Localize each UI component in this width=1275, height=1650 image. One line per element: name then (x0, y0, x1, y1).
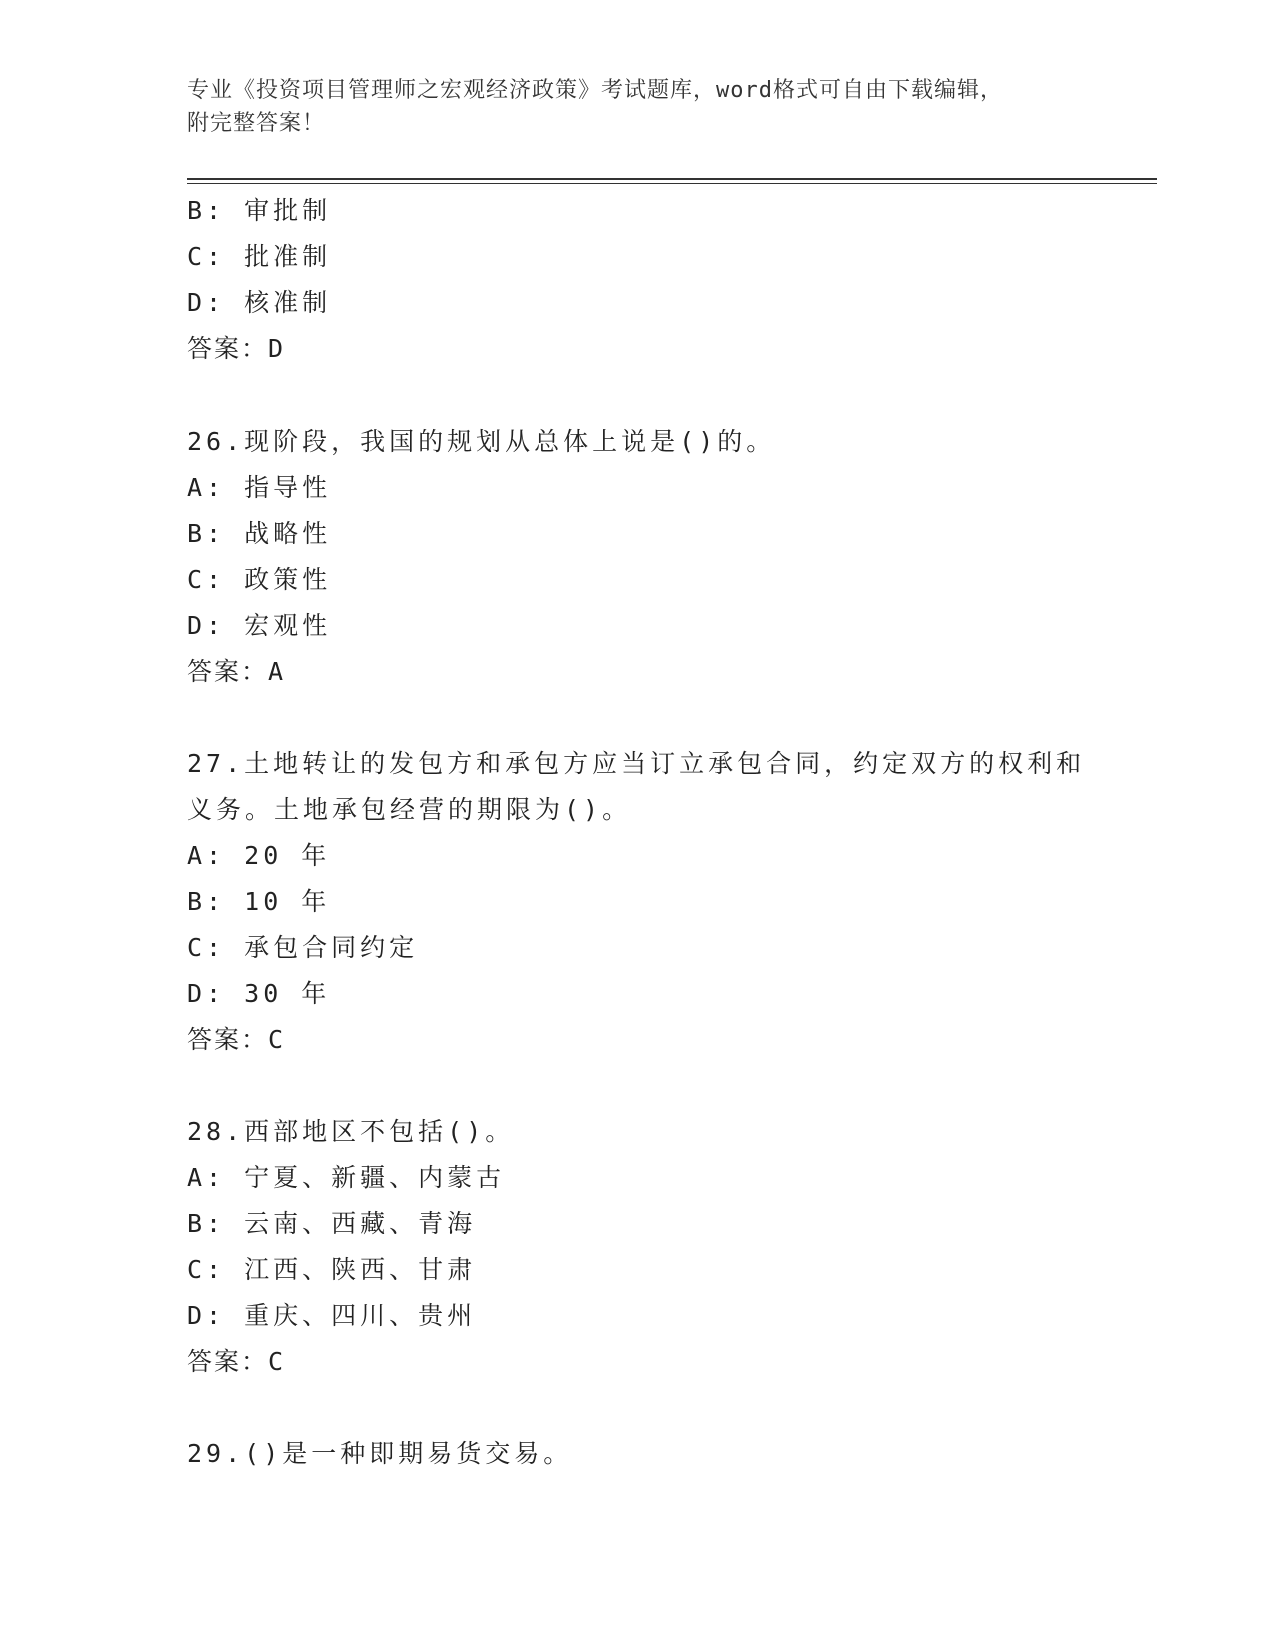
document-header (187, 74, 1107, 140)
header-divider (187, 178, 1157, 180)
answer: 答案：D (187, 334, 286, 363)
header-divider-thin (187, 183, 1157, 184)
option-d: D: 宏观性 (187, 611, 332, 640)
option-b: B: 10 年 (187, 887, 331, 916)
answer: 答案：C (187, 1347, 286, 1376)
option-d: D: 重庆、四川、贵州 (187, 1301, 477, 1330)
header-line-1: 专业《投资项目管理师之宏观经济政策》考试题库，word格式可自由下载编辑， (187, 78, 1003, 103)
option-d: D: 核准制 (187, 288, 332, 317)
option-b: B: 审批制 (187, 196, 332, 225)
answer: 答案：A (187, 657, 286, 686)
question-stem: 27.土地转让的发包方和承包方应当订立承包合同，约定双方的权利和 (187, 749, 1086, 778)
question-stem-continued: 义务。土地承包经营的期限为()。 (187, 795, 632, 824)
option-c: C: 批准制 (187, 242, 332, 271)
option-a: A: 宁夏、新疆、内蒙古 (187, 1163, 506, 1192)
question-stem: 28.西部地区不包括()。 (187, 1117, 515, 1146)
question-stem: 26.现阶段，我国的规划从总体上说是()的。 (187, 427, 776, 456)
option-a: A: 20 年 (187, 841, 331, 870)
answer: 答案：C (187, 1025, 286, 1054)
question-stem: 29.()是一种即期易货交易。 (187, 1439, 573, 1468)
option-d: D: 30 年 (187, 979, 331, 1008)
option-c: C: 政策性 (187, 565, 332, 594)
option-b: B: 云南、西藏、青海 (187, 1209, 477, 1238)
option-b: B: 战略性 (187, 519, 332, 548)
header-line-2: 附完整答案！ (187, 111, 326, 136)
option-a: A: 指导性 (187, 473, 332, 502)
option-c: C: 承包合同约定 (187, 933, 419, 962)
option-c: C: 江西、陕西、甘肃 (187, 1255, 477, 1284)
